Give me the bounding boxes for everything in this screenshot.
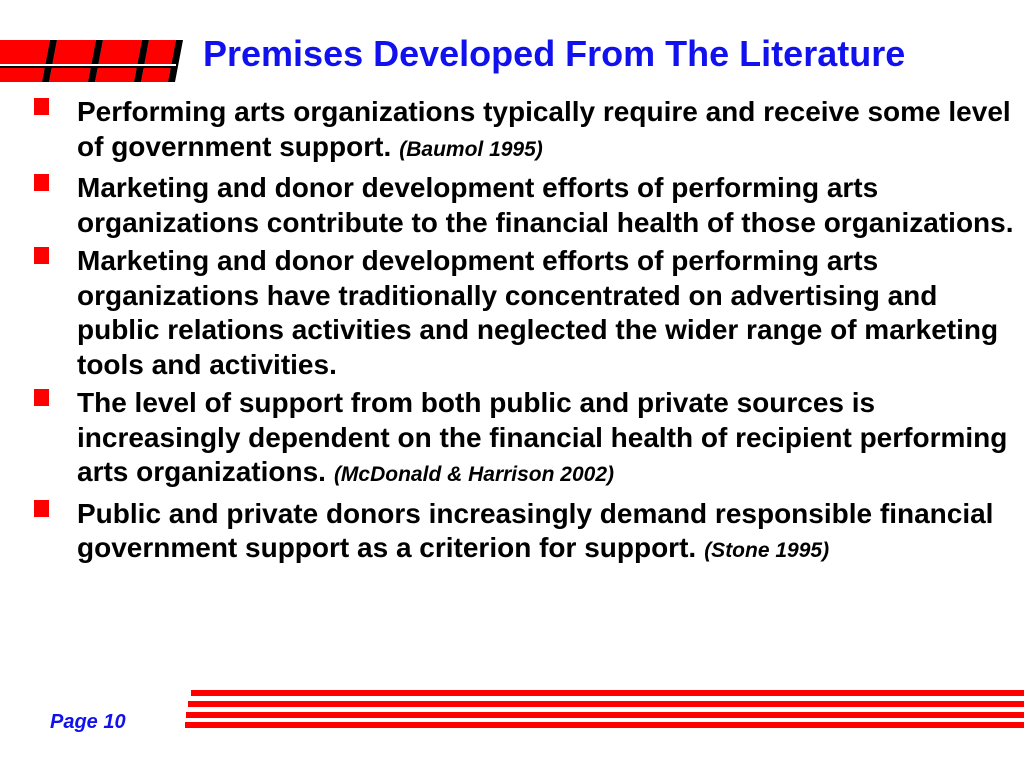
bullet-square-icon	[34, 247, 49, 264]
bullet-text: The level of support from both public and private sources is increasingly dependent on the financial health of recipient performing arts organizations.	[77, 387, 1008, 487]
bullet-list	[32, 95, 1017, 573]
bullet-text: Public and private donors increasingly demand responsible financial government support as a criterion for support.	[77, 497, 994, 563]
bullet-item	[32, 95, 1017, 167]
bullet-square-icon	[34, 389, 49, 406]
bullet-citation: (McDonald & Harrison 2002)	[333, 463, 615, 486]
bullet-item	[32, 386, 1017, 493]
slide-title: Premises Developed From The Literature	[203, 33, 906, 74]
brand-logo-icon	[0, 40, 190, 82]
bullet-item	[32, 497, 1017, 569]
bullet-citation: (Baumol 1995)	[399, 137, 543, 161]
bullet-item	[32, 171, 1017, 240]
bullet-text: Marketing and donor development efforts of performing arts organizations have traditionally concentrated on advertising and public relations activities and neglected the wider range of marketing tools and activities.	[77, 245, 999, 380]
page-number: Page 10	[50, 711, 126, 733]
bullet-text: Performing arts organizations typically require and receive some level of government support.	[77, 96, 1011, 162]
bullet-square-icon	[34, 98, 49, 115]
bullet-square-icon	[34, 174, 49, 191]
bullet-text: Marketing and donor development efforts of performing arts organizations contribute to the financial health of those organizations.	[77, 172, 1014, 238]
bullet-citation: (Stone 1995)	[704, 539, 830, 562]
footer-stripes-icon	[185, 690, 1024, 728]
bullet-square-icon	[34, 500, 49, 517]
bullet-item	[32, 244, 1017, 382]
